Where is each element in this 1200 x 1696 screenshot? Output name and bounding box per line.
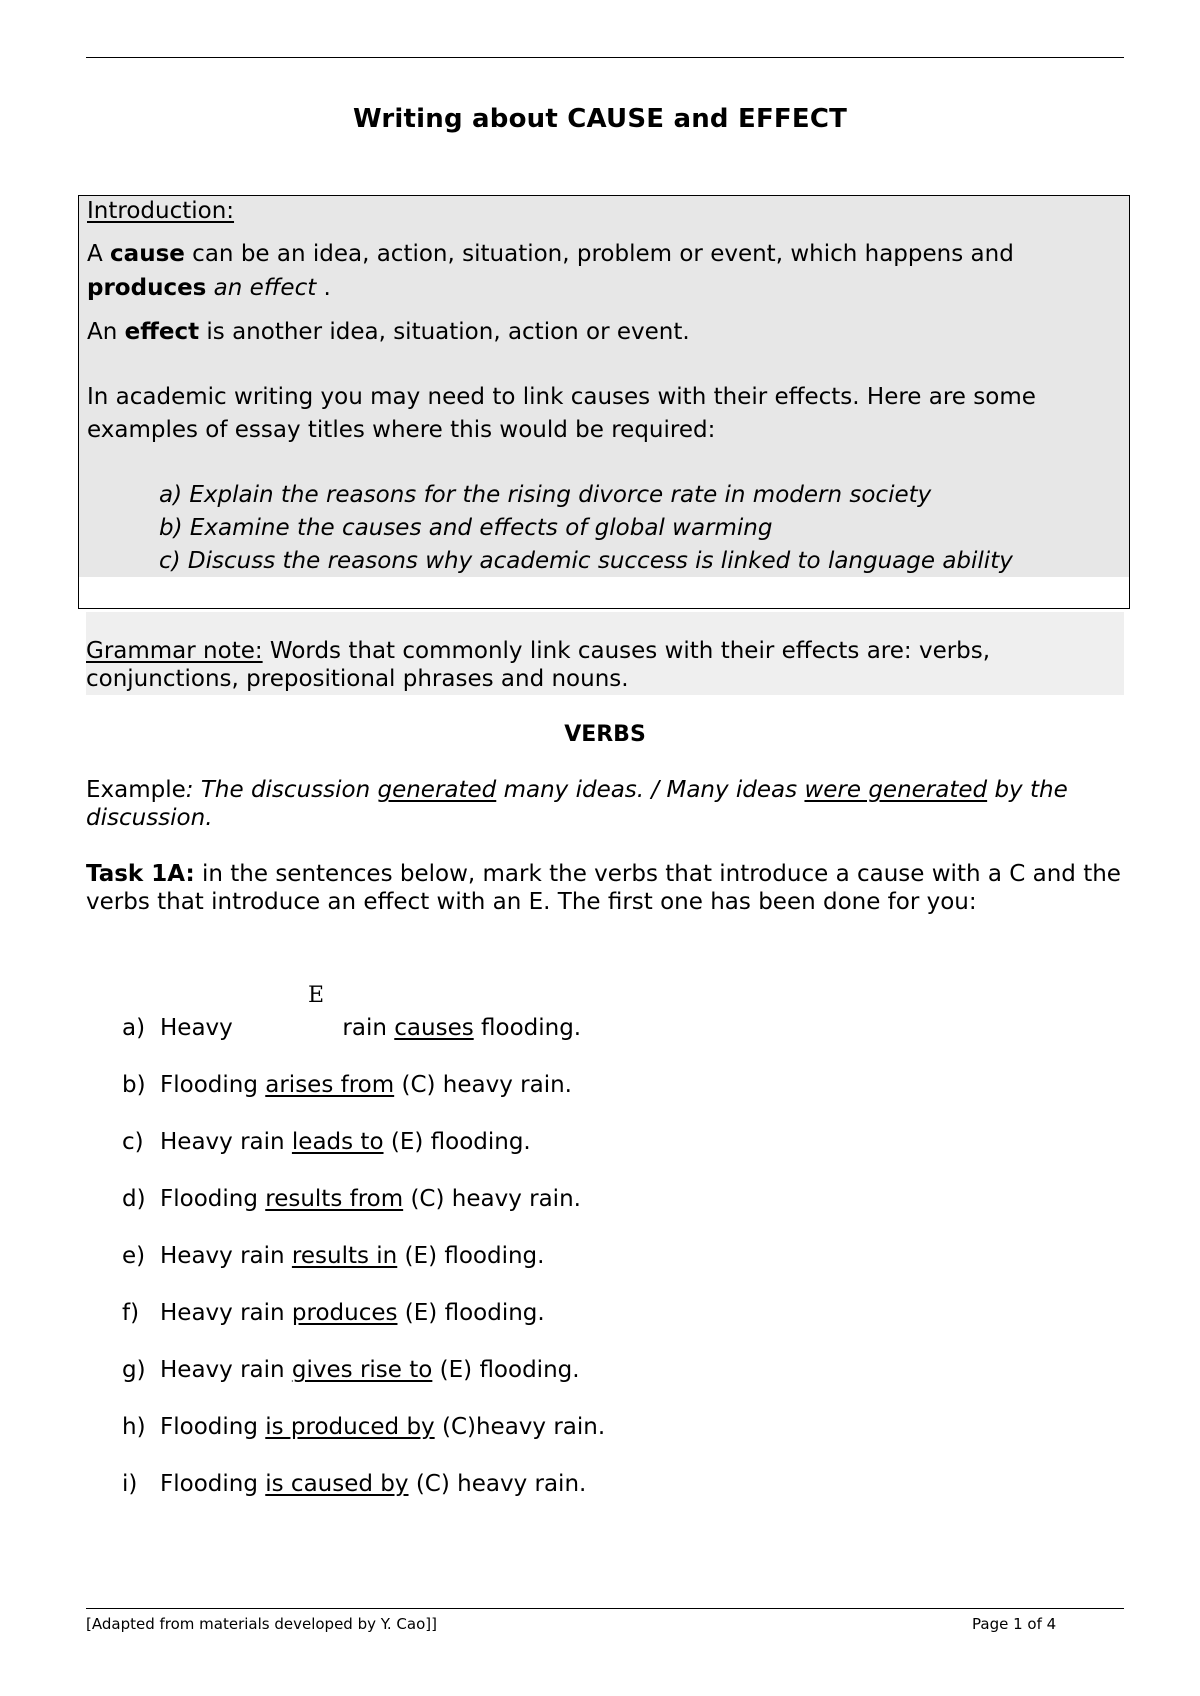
sentence-text: Flooding: [160, 1072, 266, 1098]
sentence-verb: arises from: [265, 1072, 395, 1098]
sentence-text: Flooding: [160, 1471, 266, 1497]
intro-paragraph-3-line-1: In academic writing you may need to link causes with their effects. Here are some: [87, 384, 1036, 410]
verbs-example: [86, 776, 1124, 832]
sentence-letter: c): [122, 1129, 144, 1155]
sentence-letter: d): [122, 1186, 146, 1212]
sentence-text: (C)heavy rain.: [434, 1414, 606, 1440]
task-sentence: [122, 1072, 572, 1098]
term-produces: produces: [87, 275, 207, 301]
sentence-text: Heavy rain: [160, 1357, 292, 1383]
sentence-text: Heavy rain: [160, 1129, 292, 1155]
sentence-verb: leads to: [291, 1129, 384, 1155]
task-sentence: [122, 1471, 586, 1497]
sentence-text: (C) heavy rain.: [403, 1186, 581, 1212]
intro-text: can be an idea, action, situation, problem or event, which happens and: [184, 241, 1014, 267]
example-text: The discussion: [200, 777, 378, 803]
sentence-verb: results in: [291, 1243, 398, 1269]
sentence-verb: causes: [394, 1015, 474, 1041]
example-text: by the discussion.: [86, 777, 1068, 831]
task-label: Task 1A:: [86, 861, 195, 887]
example-verb: were generated: [804, 777, 988, 803]
intro-text: An: [87, 319, 125, 345]
sentence-text: Flooding: [160, 1414, 266, 1440]
task-sentence: [122, 1357, 580, 1383]
sentence-letter: f): [122, 1300, 140, 1326]
example-verb: generated: [377, 777, 497, 803]
sentence-text: (C) heavy rain.: [408, 1471, 587, 1497]
sentence-text: (E) flooding.: [383, 1129, 531, 1155]
sentence-text: Heavy rain: [160, 1015, 395, 1041]
sentence-verb: produces: [291, 1300, 398, 1326]
task-sentence: [122, 1186, 581, 1212]
grammar-note: [86, 612, 1124, 695]
grammar-note-text: [86, 637, 1124, 693]
grammar-note-label: Grammar note:: [86, 638, 263, 664]
task-sentence: [122, 1015, 581, 1041]
intro-paragraph-3-line-2: examples of essay titles where this would be required:: [87, 417, 716, 443]
intro-text: is another idea, situation, action or event.: [199, 319, 690, 345]
term-cause: cause: [110, 241, 185, 267]
sentence-verb: results from: [265, 1186, 404, 1212]
task-sentence: [122, 1129, 531, 1155]
intro-paragraph-1-line-1: [87, 241, 1014, 267]
sentence-text: Heavy rain: [160, 1243, 292, 1269]
page-title: Writing about CAUSE and EFFECT: [352, 104, 848, 134]
introduction-heading: Introduction:: [87, 198, 235, 224]
sentence-letter: b): [122, 1072, 146, 1098]
sentence-letter: i): [122, 1471, 138, 1497]
term-an-effect: an effect: [206, 275, 317, 301]
essay-title-example: b) Examine the causes and effects of global warming: [159, 515, 773, 541]
term-effect: effect: [124, 319, 200, 345]
sentence-verb: gives rise to: [291, 1357, 433, 1383]
sentence-text: (E) flooding.: [397, 1243, 545, 1269]
grammar-note-body: Words that commonly link causes with their effects are: verbs, conjunctions, prepositional phrases and nouns.: [86, 638, 991, 692]
essay-title-example: a) Explain the reasons for the rising divorce rate in modern society: [159, 482, 932, 508]
sentence-text: (E) flooding.: [397, 1300, 545, 1326]
task-sentence: [122, 1414, 605, 1440]
sentence-text: Heavy rain: [160, 1300, 292, 1326]
sentence-verb: is caused by: [265, 1471, 409, 1497]
sentence-text: (E) flooding.: [432, 1357, 580, 1383]
task-sentence: [122, 1243, 544, 1269]
essay-title-example: c) Discuss the reasons why academic success is linked to language ability: [159, 548, 1013, 574]
task-sentence: [122, 1300, 545, 1326]
intro-text: A: [87, 241, 111, 267]
task-text: in the sentences below, mark the verbs that introduce a cause with a C and the verbs that introduce an effect with an E. The first one has been done for you:: [86, 861, 1121, 915]
sentence-letter: e): [122, 1243, 146, 1269]
sentence-letter: a): [122, 1015, 146, 1041]
introduction-box: [78, 195, 1130, 609]
sentence-text: flooding.: [473, 1015, 582, 1041]
intro-paragraph-2: [87, 319, 690, 345]
sentence-text: (C) heavy rain.: [394, 1072, 572, 1098]
footer-attribution: [Adapted from materials developed by Y. Cao]]: [86, 1615, 437, 1633]
sentence-letter: h): [122, 1414, 146, 1440]
intro-paragraph-1-line-2: [87, 275, 331, 301]
sentence-verb: is produced by: [265, 1414, 435, 1440]
example-label: Example: [86, 777, 186, 803]
handwritten-e-mark: E: [308, 983, 325, 1008]
footer-page-number: Page 1 of 4: [972, 1615, 1057, 1633]
example-text: many ideas. / Many ideas: [496, 777, 805, 803]
header-rule: [86, 57, 1124, 58]
footer-rule: [86, 1608, 1124, 1609]
section-heading-verbs: VERBS: [564, 722, 646, 747]
task-1a-instructions: [86, 860, 1124, 916]
example-text: :: [185, 777, 201, 803]
sentence-letter: g): [122, 1357, 146, 1383]
intro-text: .: [316, 275, 331, 301]
sentence-text: Flooding: [160, 1186, 266, 1212]
